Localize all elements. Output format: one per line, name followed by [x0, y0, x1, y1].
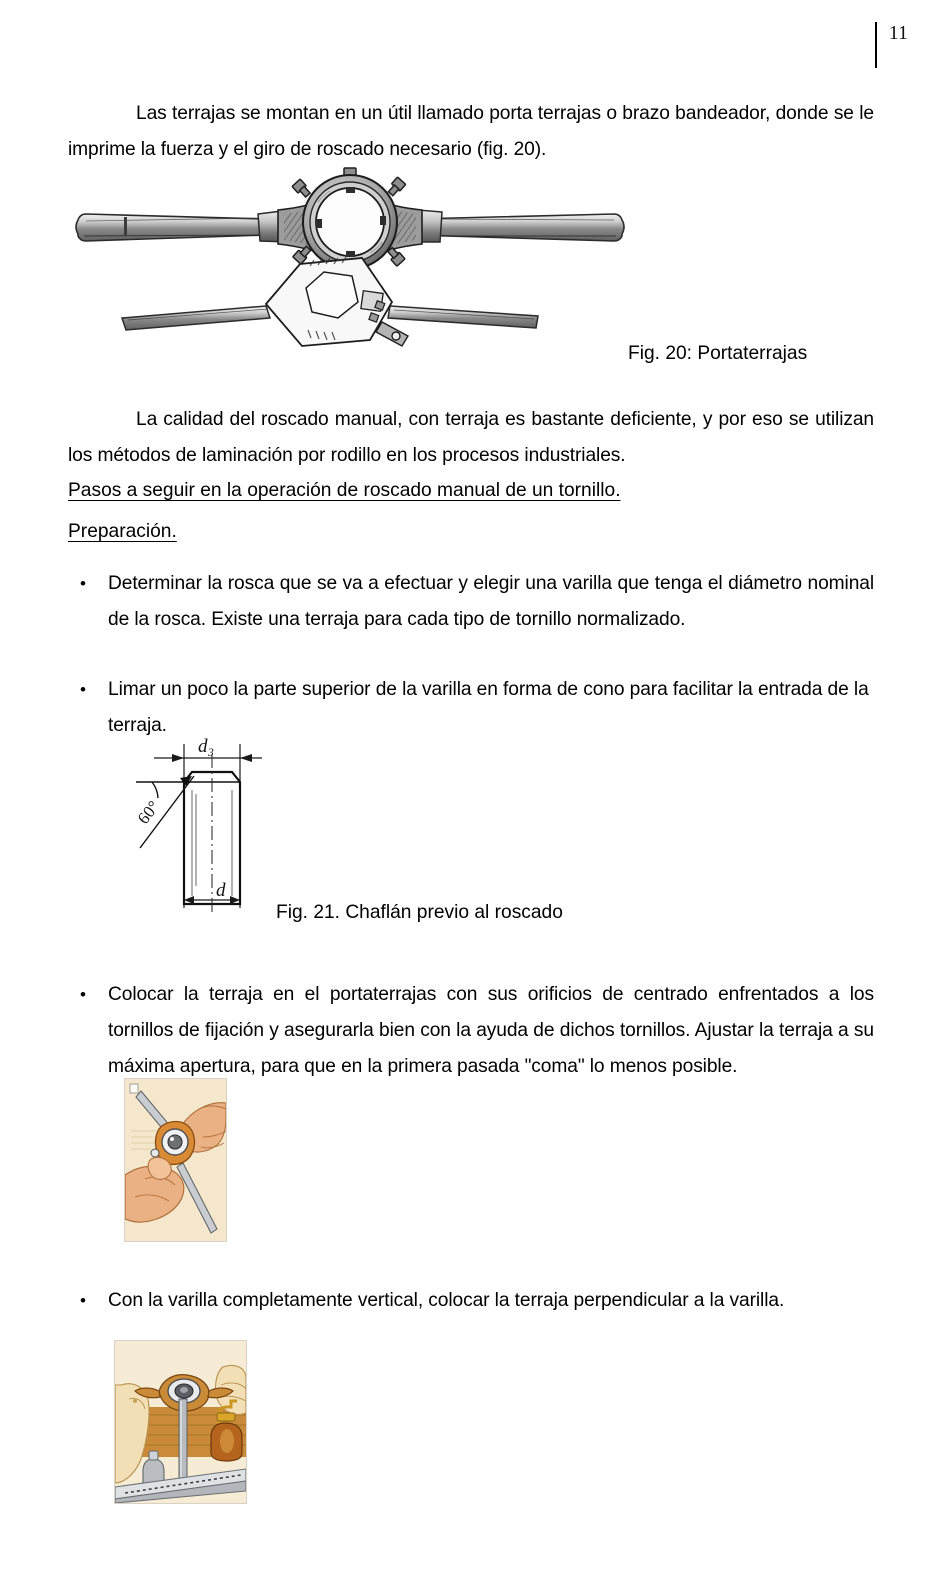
figure-20-portaterrajas — [70, 162, 630, 377]
label-d: d — [216, 880, 226, 901]
list-item — [68, 672, 874, 744]
figure-21-chaflan — [132, 736, 292, 916]
list-item-text: Con la varilla completamente vertical, colocar la terraja perpendicular a la varilla. — [108, 1290, 785, 1311]
list-item-text: Limar un poco la parte superior de la varilla en forma de cono para facilitar la entrada de la terraja. — [108, 679, 869, 736]
caption-figure-21: Fig. 21. Chaflán previo al roscado — [276, 902, 563, 923]
die-stock-angled-view — [122, 257, 538, 346]
list-item — [68, 566, 874, 638]
page-header — [875, 22, 908, 68]
page-number: 11 — [888, 22, 908, 44]
illustration-vertical-rod — [114, 1340, 247, 1504]
illustration-adjust-die — [124, 1078, 227, 1242]
paragraph-intro: Las terrajas se montan en un útil llamado porta terrajas o brazo bandeador, donde se le imprime la fuerza y el giro de roscado necesario (fig. 20). — [68, 103, 874, 160]
paragraph-quality: La calidad del roscado manual, con terraja es bastante deficiente, y por eso se utilizan los métodos de laminación por rodillo en los procesos industriales. — [68, 409, 874, 466]
heading-preparation: Preparación. — [68, 521, 177, 542]
list-item — [68, 977, 874, 1085]
heading-steps: Pasos a seguir en la operación de roscado manual de un tornillo. — [68, 480, 621, 501]
list-item — [68, 1283, 874, 1319]
bullet-marker-icon: • — [80, 680, 86, 699]
header-vertical-rule — [875, 22, 877, 68]
bullet-marker-icon: • — [80, 1291, 86, 1310]
bullet-marker-icon: • — [80, 574, 86, 593]
label-60-degrees: 60° — [133, 797, 164, 828]
list-item-text: Colocar la terraja en el portaterrajas con sus orificios de centrado enfrentados a los tornillos de fijación y asegurarla bien con la ayuda de dichos tornillos. Ajustar la terraja a su máxima apertura, para que en la primera pasada "coma" lo menos posible. — [108, 984, 874, 1077]
label-d3: d₃ — [198, 736, 215, 757]
list-item-text: Determinar la rosca que se va a efectuar y elegir una varilla que tenga el diámetro nominal de la rosca. Existe una terraja para cada tipo de tornillo normalizado. — [108, 573, 874, 630]
caption-figure-20: Fig. 20: Portaterrajas — [628, 343, 808, 364]
bullet-marker-icon: • — [80, 985, 86, 1004]
